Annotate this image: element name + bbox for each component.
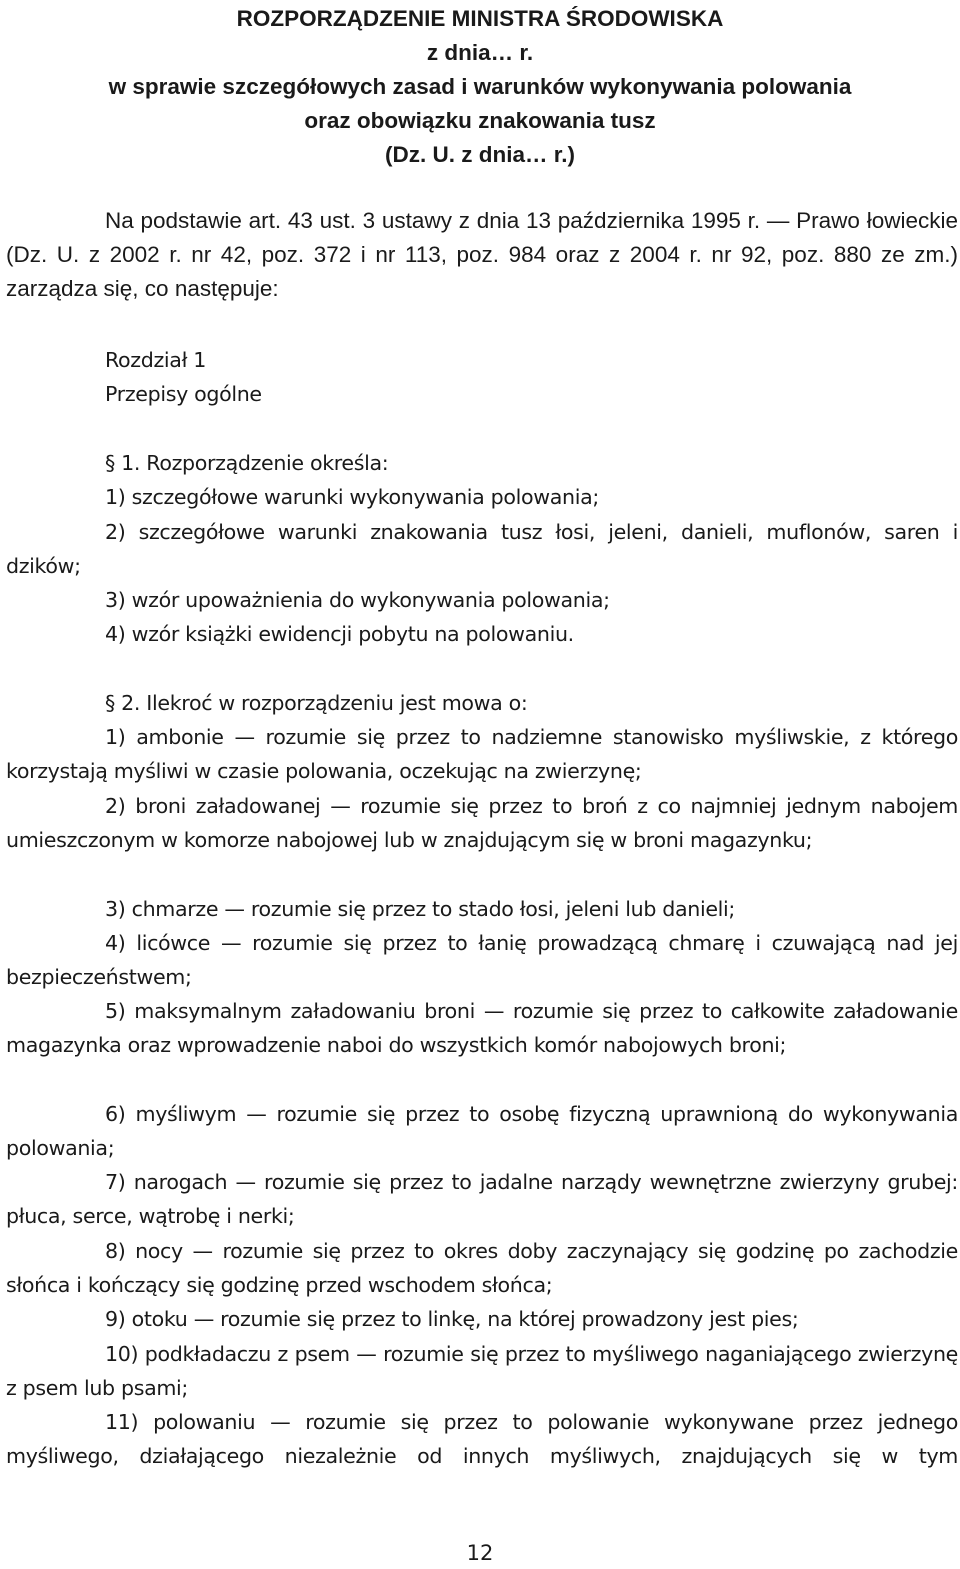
section-2-item: 4) licówce — rozumie się przez to łanię prowadzącą chmarę i czuwającą nad jej bezpieczeństwem;	[6, 931, 958, 990]
section-2-item: 6) myśliwym — rozumie się przez to osobę fizyczną uprawnioną do wykonywania polowania;	[6, 1102, 958, 1161]
header-title: ROZPORZĄDZENIE MINISTRA ŚRODOWISKA	[236, 6, 724, 31]
section-2-item: 1) ambonie — rozumie się przez to nadziemne stanowisko myśliwskie, z którego korzystają myśliwi w czasie polowania, oczekując na zwierzynę;	[6, 725, 958, 784]
section-2-item: 11) polowaniu — rozumie się przez to polowanie wykonywane przez jednego myśliwego, działającego niezależnie od innych myśliwych, znajdujących się w tym	[6, 1410, 958, 1469]
page-number: 12	[466, 1541, 494, 1565]
header-subject-line2: oraz obowiązku znakowania tusz	[304, 108, 656, 133]
preamble: Na podstawie art. 43 ust. 3 ustawy z dnia 13 października 1995 r. — Prawo łowieckie (Dz. U. z 2002 r. nr 42, poz. 372 i nr 113, poz. 984 oraz z 2004 r. nr 92, poz. 880 ze zm.) zarządza się, co następuje:	[6, 208, 958, 301]
section-2-item: 8) nocy — rozumie się przez to okres doby zaczynający się godzinę po zachodzie słońca i kończący się godzinę przed wschodem słońca;	[6, 1239, 958, 1298]
section-2-item: 2) broni załadowanej — rozumie się przez to broń z co najmniej jednym nabojem umieszczonym w komorze nabojowej lub w znajdującym się w broni magazynku;	[6, 794, 958, 853]
section-1-intro: § 1. Rozporządzenie określa:	[105, 451, 389, 475]
section-1-item: 3) wzór upoważnienia do wykonywania polowania;	[105, 588, 610, 612]
document-header	[0, 2, 960, 172]
section-2-intro: § 2. Ilekroć w rozporządzeniu jest mowa o:	[105, 691, 528, 715]
section-1-item: 1) szczegółowe warunki wykonywania polowania;	[105, 485, 599, 509]
header-date: z dnia… r.	[426, 40, 534, 65]
section-2-item: 3) chmarze — rozumie się przez to stado łosi, jeleni lub danieli;	[105, 897, 736, 921]
header-journal-ref: (Dz. U. z dnia… r.)	[384, 142, 575, 167]
section-2-item: 7) narogach — rozumie się przez to jadalne narządy wewnętrzne zwierzyny grubej: płuca, serce, wątrobę i nerki;	[6, 1170, 958, 1229]
section-1-item: 2) szczegółowe warunki znakowania tusz łosi, jeleni, danieli, muflonów, saren i dzików;	[6, 520, 958, 579]
header-subject-line1: w sprawie szczegółowych zasad i warunków wykonywania polowania	[108, 74, 852, 99]
chapter-subtitle: Przepisy ogólne	[105, 382, 262, 406]
section-1-item: 4) wzór książki ewidencji pobytu na polowaniu.	[105, 622, 574, 646]
section-2-item: 10) podkładaczu z psem — rozumie się przez to myśliwego naganiającego zwierzynę z psem lub psami;	[6, 1342, 958, 1401]
section-2-item: 9) otoku — rozumie się przez to linkę, na której prowadzony jest pies;	[105, 1307, 799, 1331]
chapter-title: Rozdział 1	[105, 348, 207, 372]
section-2-item: 5) maksymalnym załadowaniu broni — rozumie się przez to całkowite załadowanie magazynka oraz wprowadzenie naboi do wszystkich komór nabojowych broni;	[6, 999, 958, 1058]
